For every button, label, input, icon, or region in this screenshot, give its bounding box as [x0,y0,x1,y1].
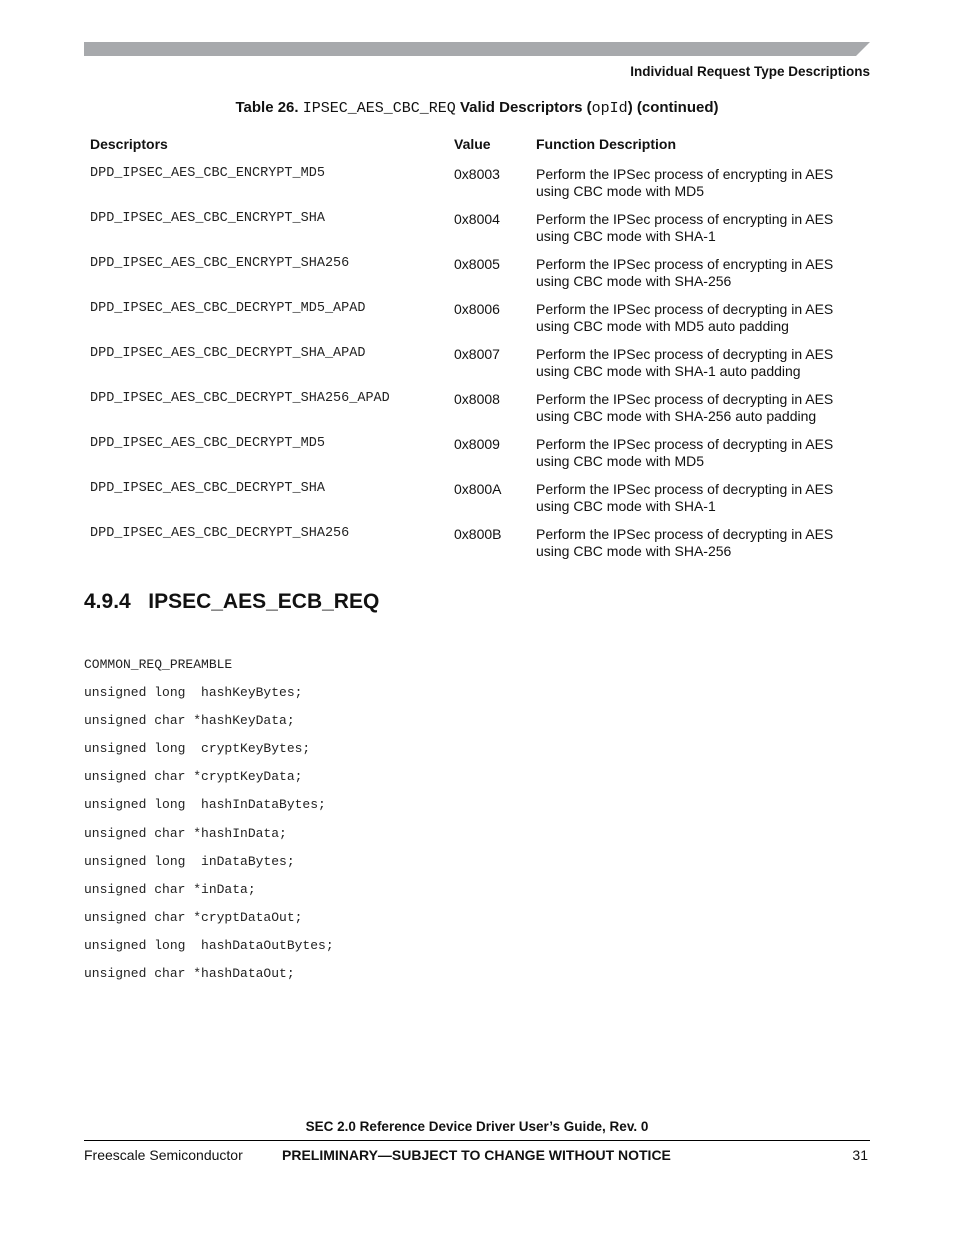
function-line: Perform the IPSec process of decrypting in AES [536,346,834,362]
section-number: 4.9.4 [84,590,131,613]
function-cell [536,391,866,425]
function-cell [536,166,866,200]
function-cell [536,436,866,470]
descriptor-cell: DPD_IPSEC_AES_CBC_DECRYPT_MD5 [90,436,325,451]
table-row [84,346,870,391]
table-row [84,526,870,571]
code-line: COMMON_REQ_PREAMBLE [84,657,233,672]
function-cell [536,526,866,560]
descriptor-table [84,134,870,571]
table-row [84,166,870,211]
descriptor-cell: DPD_IPSEC_AES_CBC_ENCRYPT_SHA256 [90,256,350,271]
value-cell: 0x8004 [454,211,500,227]
code-line: unsigned char *inData; [84,881,256,897]
function-line: Perform the IPSec process of decrypting in AES [536,526,834,542]
section-title: IPSEC_AES_ECB_REQ [148,590,380,613]
value-cell: 0x8006 [454,301,500,317]
function-cell [536,346,866,380]
code-line: unsigned char *hashInData; [84,825,287,841]
descriptor-cell: DPD_IPSEC_AES_CBC_ENCRYPT_MD5 [90,166,325,181]
value-cell: 0x8009 [454,436,500,452]
section-heading [84,590,379,614]
page-number: 31 [852,1147,868,1163]
footer-notice: PRELIMINARY—SUBJECT TO CHANGE WITHOUT NOTICE [282,1147,671,1163]
running-header: Individual Request Type Descriptions [630,64,870,79]
function-line: Perform the IPSec process of decrypting in AES [536,391,834,407]
function-line: Perform the IPSec process of decrypting in AES [536,436,834,452]
value-cell: 0x8003 [454,166,500,182]
table-row [84,436,870,481]
function-line: Perform the IPSec process of encrypting in AES [536,211,834,227]
function-line: using CBC mode with SHA-1 [536,498,716,514]
value-cell: 0x8005 [454,256,500,272]
descriptor-cell: DPD_IPSEC_AES_CBC_DECRYPT_MD5_APAD [90,301,366,316]
value-cell: 0x8008 [454,391,500,407]
descriptor-cell: DPD_IPSEC_AES_CBC_DECRYPT_SHA256 [90,526,350,541]
table-row [84,256,870,301]
code-line: unsigned char *hashDataOut; [84,966,295,982]
column-header-descriptors: Descriptors [90,136,168,152]
code-line: unsigned char *cryptKeyData; [84,769,303,785]
function-line: using CBC mode with SHA-256 [536,273,732,289]
caption-prefix: Table 26. [235,99,303,116]
function-cell [536,211,866,245]
code-line: unsigned char *hashKeyData; [84,713,295,729]
function-line: Perform the IPSec process of encrypting in AES [536,166,834,182]
descriptor-cell: DPD_IPSEC_AES_CBC_DECRYPT_SHA [90,481,325,496]
table-header-row [84,134,870,166]
table-row [84,391,870,436]
code-line: unsigned char *cryptDataOut; [84,909,303,925]
code-block [84,656,334,993]
descriptor-cell: DPD_IPSEC_AES_CBC_DECRYPT_SHA256_APAD [90,391,390,406]
caption-code-opid: opId [591,100,628,117]
value-cell: 0x800A [454,481,502,497]
code-line: unsigned long inDataBytes; [84,853,295,869]
table-row [84,481,870,526]
descriptor-cell: DPD_IPSEC_AES_CBC_ENCRYPT_SHA [90,211,325,226]
caption-suffix: ) (continued) [627,99,719,116]
caption-mid: Valid Descriptors ( [455,99,592,116]
column-header-value: Value [454,136,491,152]
footer-doc-title: SEC 2.0 Reference Device Driver User’s Guide, Rev. 0 [305,1119,649,1134]
function-line: using CBC mode with SHA-1 auto padding [536,363,801,379]
value-cell: 0x800B [454,526,502,542]
code-line: unsigned long hashInDataBytes; [84,797,326,813]
function-line: Perform the IPSec process of decrypting in AES [536,481,834,497]
function-line: using CBC mode with MD5 auto padding [536,318,789,334]
function-line: Perform the IPSec process of encrypting in AES [536,256,834,272]
code-line: unsigned long cryptKeyBytes; [84,741,311,757]
table-row [84,301,870,346]
caption-code: IPSEC_AES_CBC_REQ [302,100,456,117]
header-bar [84,42,870,56]
function-cell [536,301,866,335]
function-line: using CBC mode with SHA-1 [536,228,716,244]
code-line: unsigned long hashKeyBytes; [84,685,303,701]
value-cell: 0x8007 [454,346,500,362]
descriptor-cell: DPD_IPSEC_AES_CBC_DECRYPT_SHA_APAD [90,346,366,361]
function-line: using CBC mode with SHA-256 auto padding [536,408,817,424]
function-cell [536,256,866,290]
function-line: using CBC mode with SHA-256 [536,543,732,559]
code-line: unsigned long hashDataOutBytes; [84,937,334,953]
column-header-function: Function Description [536,136,676,152]
footer-divider [84,1140,870,1141]
function-cell [536,481,866,515]
footer-company: Freescale Semiconductor [84,1147,243,1163]
table-caption [0,99,954,117]
table-row [84,211,870,256]
function-line: using CBC mode with MD5 [536,183,705,199]
function-line: Perform the IPSec process of decrypting in AES [536,301,834,317]
function-line: using CBC mode with MD5 [536,453,705,469]
